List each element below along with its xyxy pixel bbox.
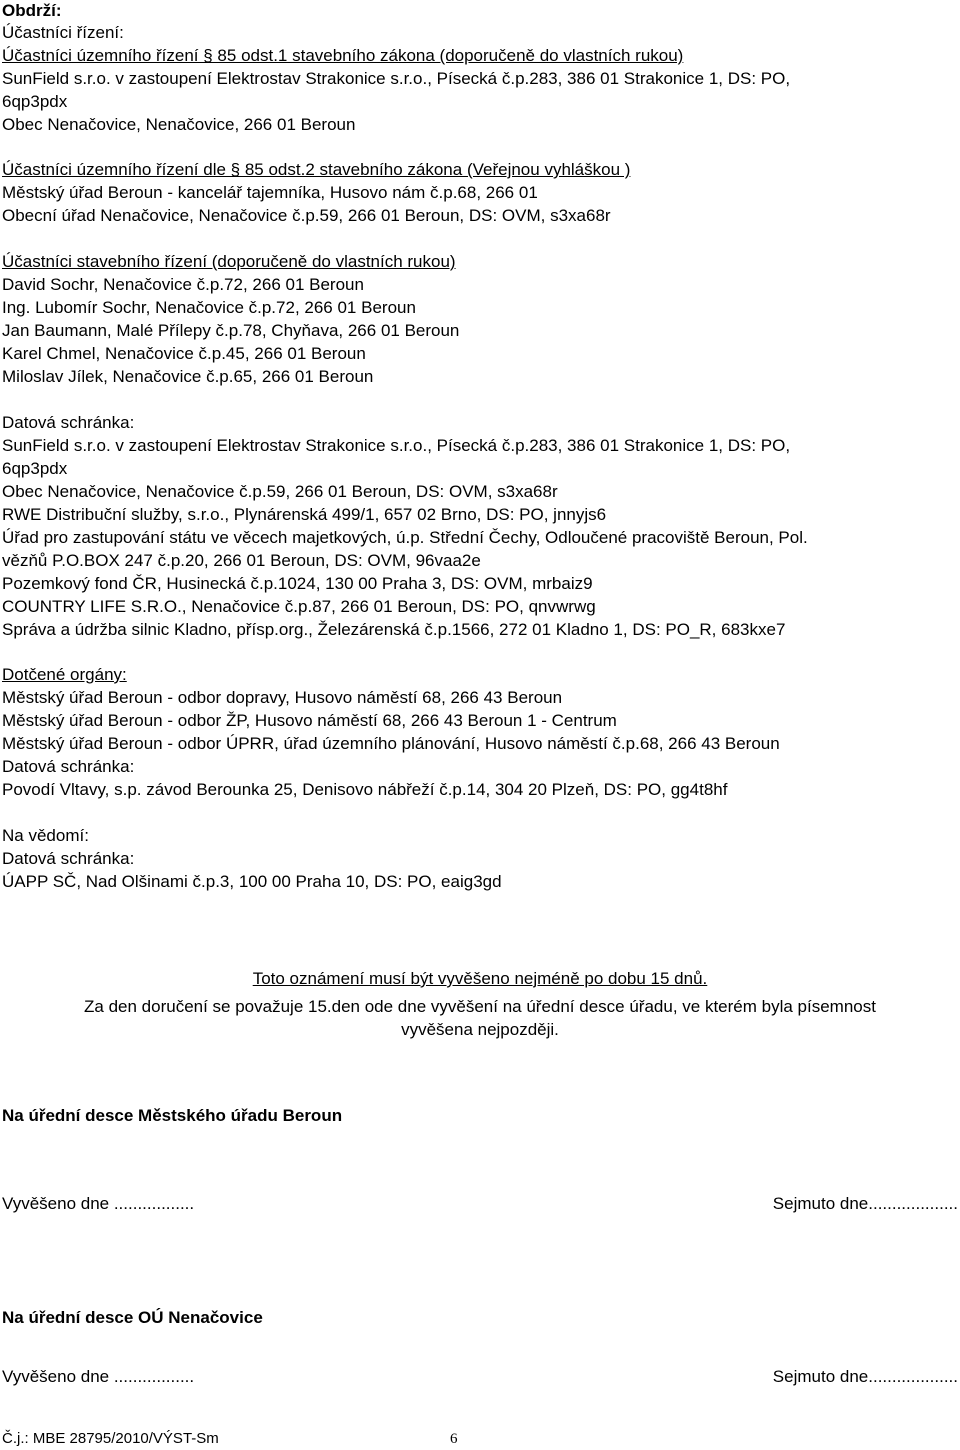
reference-number: Č.j.: MBE 28795/2010/VÝST-Sm [2, 1430, 219, 1447]
databox-item: RWE Distribuční služby, s.r.o., Plynárenská 499/1, 657 02 Brno, DS: PO, jnnyjs6 [2, 505, 607, 524]
affected-authorities-title: Dotčené orgány: [2, 665, 127, 684]
section3-item: Miloslav Jílek, Nenačovice č.p.65, 266 01 Beroun [2, 367, 374, 386]
databox-item: Obec Nenačovice, Nenačovice č.p.59, 266 01 Beroun, DS: OVM, s3xa68r [2, 482, 558, 501]
section3-item: Ing. Lubomír Sochr, Nenačovice č.p.72, 266 01 Beroun [2, 298, 416, 317]
databox-item: 6qp3pdx [2, 459, 68, 478]
board2-removed-field: Sejmuto dne................... [772, 1367, 958, 1386]
recipients-heading: Obdrží: [2, 1, 62, 20]
authority-item: Povodí Vltavy, s.p. závod Berounka 25, Denisovo nábřeží č.p.14, 304 20 Plzeň, DS: PO, gg4t8hf [2, 780, 728, 799]
databox-item: Pozemkový fond ČR, Husinecká č.p.1024, 130 00 Praha 3, DS: OVM, mrbaiz9 [2, 574, 593, 593]
notice-line-3: vyvěšena nejpozději. [401, 1020, 559, 1039]
board1-removed-field: Sejmuto dne................... [772, 1194, 958, 1213]
notice-line-2: Za den doručení se považuje 15.den ode dne vyvěšení na úřední desce úřadu, ve kterém byla písemnost [84, 997, 876, 1016]
section1-item: 6qp3pdx [2, 92, 68, 111]
section1-item: SunField s.r.o. v zastoupení Elektrostav Strakonice s.r.o., Písecká č.p.283, 386 01 Strakonice 1, DS: PO, [2, 69, 791, 88]
page-number: 6 [450, 1431, 458, 1447]
databox-title: Datová schránka: [2, 413, 135, 432]
board1-title: Na úřední desce Městského úřadu Beroun [2, 1106, 343, 1125]
databox-item: Správa a údržba silnic Kladno, přísp.org., Železárenská č.p.1566, 272 01 Kladno 1, DS: PO_R, 683kxe7 [2, 620, 786, 639]
notice-line-1: Toto oznámení musí být vyvěšeno nejméně po dobu 15 dnů. [252, 969, 708, 988]
databox-item: SunField s.r.o. v zastoupení Elektrostav Strakonice s.r.o., Písecká č.p.283, 386 01 Strakonice 1, DS: PO, [2, 436, 791, 455]
section1-item: Obec Nenačovice, Nenačovice, 266 01 Beroun [2, 115, 356, 134]
section2-item: Obecní úřad Nenačovice, Nenačovice č.p.59, 266 01 Beroun, DS: OVM, s3xa68r [2, 206, 611, 225]
authority-item: Městský úřad Beroun - odbor ŽP, Husovo náměstí 68, 266 43 Beroun 1 - Centrum [2, 711, 617, 730]
information-item: Datová schránka: [2, 849, 135, 868]
databox-item: COUNTRY LIFE S.R.O., Nenačovice č.p.87, 266 01 Beroun, DS: PO, qnvwrwg [2, 597, 596, 616]
databox-item: Úřad pro zastupování státu ve věcech majetkových, ú.p. Střední Čechy, Odloučené pracoviště Beroun, Pol. [2, 528, 808, 547]
section2-subtitle: Účastníci územního řízení dle § 85 odst.2 stavebního zákona (Veřejnou vyhláškou ) [2, 160, 631, 179]
section2-item: Městský úřad Beroun - kancelář tajemníka, Husovo nám č.p.68, 266 01 [2, 183, 538, 202]
board2-posted-field: Vyvěšeno dne ................. [2, 1367, 195, 1386]
databox-item: vězňů P.O.BOX 247 č.p.20, 266 01 Beroun, DS: OVM, 96vaa2e [2, 551, 481, 570]
participants-title: Účastníci řízení: [2, 23, 124, 42]
board2-title: Na úřední desce OÚ Nenačovice [2, 1308, 263, 1327]
section3-item: Karel Chmel, Nenačovice č.p.45, 266 01 Beroun [2, 344, 366, 363]
authority-item: Datová schránka: [2, 757, 135, 776]
authority-item: Městský úřad Beroun - odbor ÚPRR, úřad územního plánování, Husovo náměstí č.p.68, 266 43 Beroun [2, 734, 780, 753]
for-information-title: Na vědomí: [2, 826, 89, 845]
authority-item: Městský úřad Beroun - odbor dopravy, Husovo náměstí 68, 266 43 Beroun [2, 688, 563, 707]
section3-item: David Sochr, Nenačovice č.p.72, 266 01 Beroun [2, 275, 364, 294]
section3-item: Jan Baumann, Malé Přílepy č.p.78, Chyňava, 266 01 Beroun [2, 321, 460, 340]
board1-posted-field: Vyvěšeno dne ................. [2, 1194, 195, 1213]
section3-subtitle: Účastníci stavebního řízení (doporučeně do vlastních rukou) [2, 252, 456, 271]
section1-subtitle: Účastníci územního řízení § 85 odst.1 stavebního zákona (doporučeně do vlastních rukou) [2, 46, 684, 65]
information-item: ÚAPP SČ, Nad Olšinami č.p.3, 100 00 Praha 10, DS: PO, eaig3gd [2, 872, 502, 891]
